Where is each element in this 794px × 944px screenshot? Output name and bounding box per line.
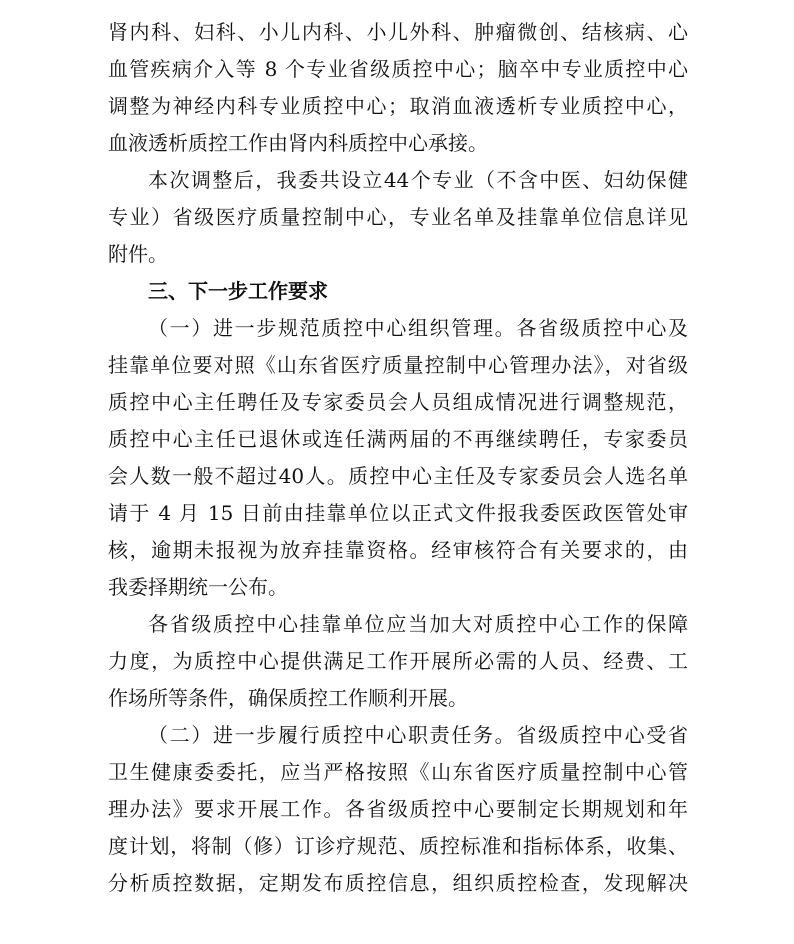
paragraph-first-line: 本次调整后，我委共设立44个专业（不含中医、妇幼保健: [148, 168, 688, 192]
body-text-line: 附件。: [108, 242, 168, 266]
body-text-line: 质控中心主任已退休或连任满两届的不再继续聘任，专家委员: [108, 427, 688, 451]
body-text-line: 核，逾期未报视为放弃挂靠资格。经审核符合有关要求的，由: [108, 538, 688, 562]
body-text-line: 质控中心主任聘任及专家委员会人员组成情况进行调整规范，: [108, 390, 688, 414]
body-text-line: 专业）省级医疗质量控制中心，专业名单及挂靠单位信息详见: [108, 205, 688, 229]
body-text-line: 度计划，将制（修）订诊疗规范、质控标准和指标体系，收集、: [108, 834, 688, 858]
body-text-line: 理办法》要求开展工作。各省级质控中心要制定长期规划和年: [108, 797, 688, 821]
body-text-line: 分析质控数据，定期发布质控信息，组织质控检查，发现解决: [108, 871, 688, 895]
body-text-line: 调整为神经内科专业质控中心；取消血液透析专业质控中心，: [108, 94, 688, 118]
body-text-line: 卫生健康委委托，应当严格按照《山东省医疗质量控制中心管: [108, 760, 688, 784]
body-text-line: 血管疾病介入等 8 个专业省级质控中心；脑卒中专业质控中心: [108, 57, 688, 81]
body-text-line: 力度，为质控中心提供满足工作开展所必需的人员、经费、工: [108, 649, 688, 673]
body-text-line: 我委择期统一公布。: [108, 575, 288, 599]
paragraph-first-line: 各省级质控中心挂靠单位应当加大对质控中心工作的保障: [148, 612, 688, 636]
body-text-line: 作场所等条件，确保质控工作顺利开展。: [108, 686, 468, 710]
subsection-first-line: （二）进一步履行质控中心职责任务。省级质控中心受省: [148, 723, 688, 747]
subsection-first-line: （一）进一步规范质控中心组织管理。各省级质控中心及: [148, 316, 688, 340]
section-heading: 三、下一步工作要求: [148, 279, 328, 303]
body-text-line: 血液透析质控工作由肾内科质控中心承接。: [108, 131, 488, 155]
body-text-line: 会人数一般不超过40人。质控中心主任及专家委员会人选名单: [108, 464, 688, 488]
body-text-line: 请于 4 月 15 日前由挂靠单位以正式文件报我委医政医管处审: [108, 501, 688, 525]
body-text-line: 挂靠单位要对照《山东省医疗质量控制中心管理办法》，对省级: [108, 353, 688, 377]
body-text-line: 肾内科、妇科、小儿内科、小儿外科、肿瘤微创、结核病、心: [108, 20, 688, 44]
